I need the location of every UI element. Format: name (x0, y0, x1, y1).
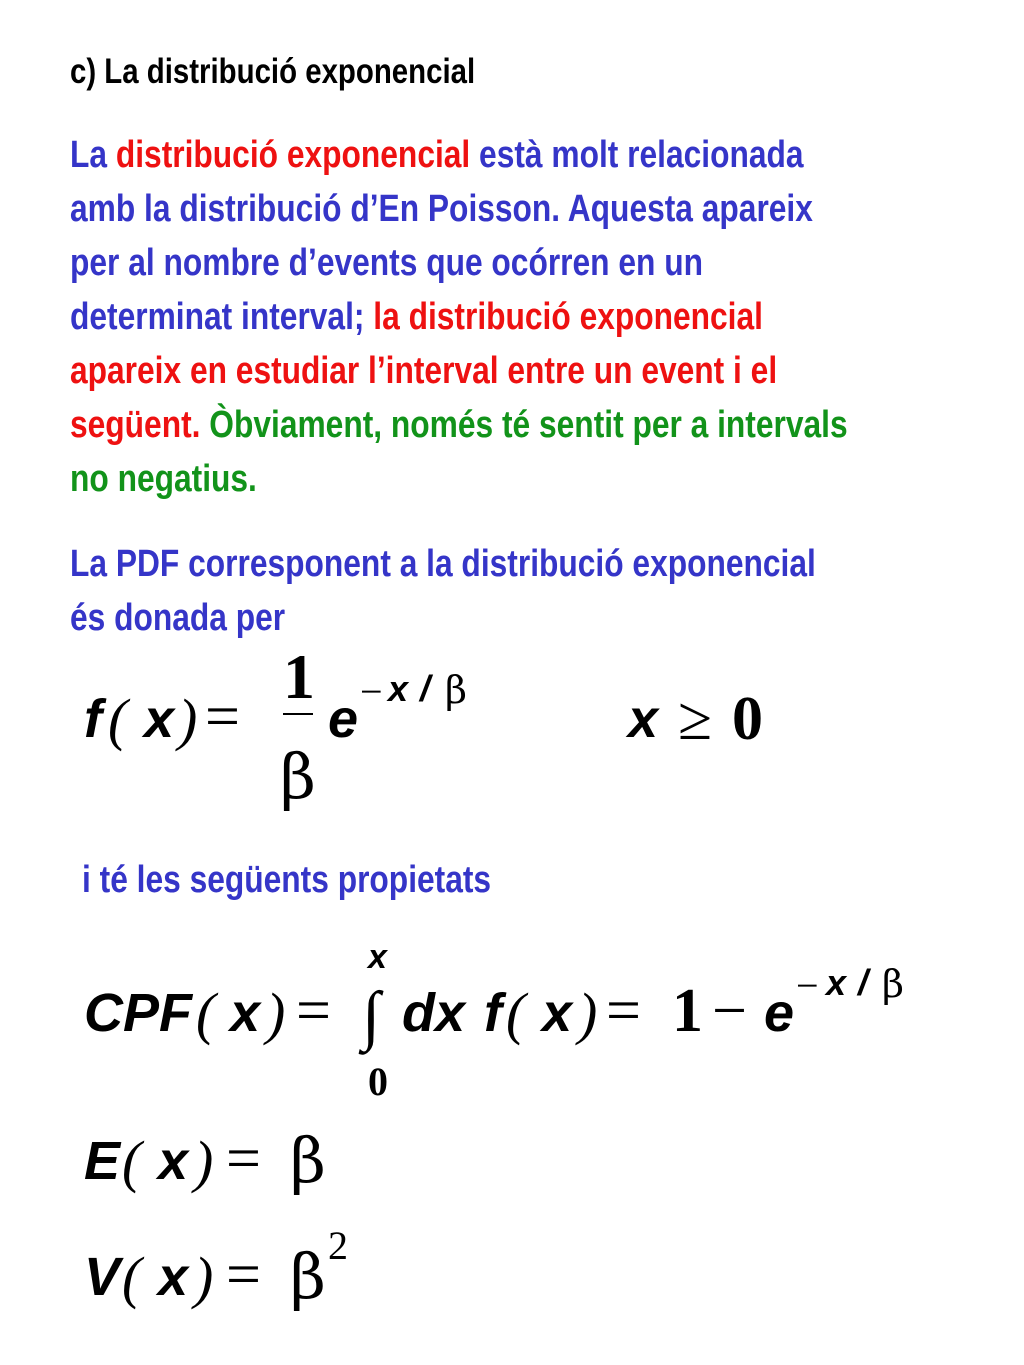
cpf-one: 1 (672, 977, 703, 1045)
formula-equals: = (205, 683, 240, 751)
exponent-slash: / (420, 668, 431, 709)
paragraph-line-3: per al nombre d’events que ocórren en un (70, 242, 703, 284)
highlight-red: la distribució exponencial (373, 296, 763, 338)
fraction-bar (283, 713, 313, 715)
paragraph-line-2: amb la distribució d’En Poisson. Aquesta apareix (70, 188, 813, 230)
cpf-equals: = (296, 977, 331, 1045)
variance-V: V (84, 1247, 121, 1307)
expectation-equals: = (226, 1125, 261, 1193)
expectation-paren-close: ) (194, 1129, 214, 1194)
formula-x: x (144, 689, 175, 749)
variance-equals: = (226, 1241, 261, 1309)
cpf-equals-2: = (606, 977, 641, 1045)
highlight-red: distribució exponencial (115, 134, 471, 176)
variance-x: x (158, 1247, 189, 1307)
expectation-paren-open: ( (122, 1129, 142, 1194)
cpf-x: x (230, 983, 261, 1043)
condition-zero: 0 (732, 685, 763, 753)
cpf-paren-open: ( (196, 981, 216, 1046)
pdf-line-2: és donada per (70, 597, 286, 639)
cpf-paren-close: ) (266, 981, 286, 1046)
pdf-line-1: La PDF corresponent a la distribució exponencial (70, 543, 816, 585)
formula-f: f (84, 689, 102, 749)
cpf-x-2: x (542, 983, 573, 1043)
condition-geq: ≥ (678, 685, 713, 753)
exponent-beta: β (445, 668, 467, 712)
cpf-label: CPF (84, 983, 192, 1043)
cpf-e: e (764, 983, 795, 1043)
intro-paragraph (70, 128, 989, 506)
pdf-paragraph (70, 537, 989, 645)
formula-paren-close: ) (178, 687, 198, 752)
fraction-numerator: 1 (283, 641, 315, 712)
paragraph-line-5: apareix en estudiar l’interval entre un event i el (70, 350, 778, 392)
expectation-beta: β (290, 1124, 326, 1197)
integral-upper-limit: x (368, 938, 387, 976)
expectation-x: x (158, 1131, 189, 1191)
integral-sign: ∫ (362, 979, 381, 1052)
cpf-minus: − (712, 977, 747, 1045)
cpf-exponent-minus: − (796, 963, 819, 1008)
paragraph-line-6: següent. Òbviament, només té sentit per a intervals (70, 404, 848, 446)
paragraph-line-7: no negatius. (70, 458, 257, 500)
paragraph-line-4: determinat interval; la distribució exponencial (70, 296, 763, 338)
cpf-exponent-x: x (826, 962, 847, 1003)
integral-lower-limit: 0 (368, 1059, 388, 1104)
condition-x: x (628, 689, 659, 749)
variance-exponent-two: 2 (328, 1223, 348, 1268)
variance-paren-close: ) (194, 1245, 214, 1310)
section-heading: c) La distribució exponencial (70, 52, 476, 91)
variance-paren-open: ( (122, 1245, 142, 1310)
paragraph-line-1: La distribució exponencial està molt relacionada (70, 134, 804, 176)
exponent-minus: − (360, 669, 383, 714)
cpf-paren-open-2: ( (506, 981, 526, 1046)
cpf-f: f (484, 983, 502, 1043)
variance-beta: β (290, 1240, 326, 1313)
properties-intro: i té les següents propietats (82, 859, 492, 901)
cpf-dx: dx (402, 983, 466, 1043)
formula-paren-open: ( (108, 687, 128, 752)
exponent-x: x (388, 668, 409, 709)
expectation-E: E (84, 1131, 121, 1191)
highlight-green: Òbviament, només té sentit per a intervals (209, 404, 848, 446)
cpf-exponent-slash: / (858, 962, 869, 1003)
cpf-paren-close-2: ) (578, 981, 598, 1046)
fraction-denominator-beta: β (280, 740, 316, 813)
formula-e: e (328, 689, 359, 749)
cpf-exponent-beta: β (882, 962, 904, 1006)
